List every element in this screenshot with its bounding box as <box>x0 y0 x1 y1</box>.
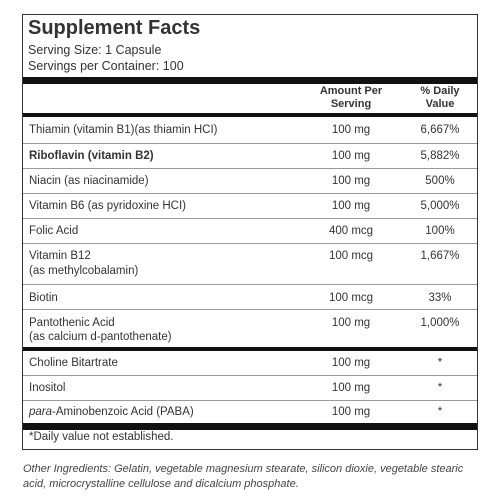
nutrient-amount: 100 mg <box>331 175 371 187</box>
serving-size: Serving Size: 1 Capsule <box>28 43 162 57</box>
nutrient-dv: 1,667% <box>420 250 460 262</box>
nutrient-dv: 5,000% <box>420 200 460 212</box>
nutrient-dv: 500% <box>425 175 455 187</box>
nutrient-name: Pantothenic Acid <box>29 317 115 329</box>
dv-header <box>403 85 477 111</box>
nutrient-dv: 6,667% <box>420 124 460 136</box>
nutrient-name: Choline Bitartrate <box>29 357 118 369</box>
nutrient-amount: 100 mg <box>331 150 371 162</box>
nutrient-name: Niacin (as niacinamide) <box>29 175 149 187</box>
table-row <box>23 219 477 243</box>
nutrient-amount: 100 mg <box>331 382 371 394</box>
amount-header-line2: Serving <box>330 98 372 110</box>
nutrient-name: Thiamin (vitamin B1)(as thiamin HCI) <box>29 124 218 136</box>
nutrient-name-italic-prefix: para <box>29 406 53 418</box>
nutrient-name: Vitamin B12 <box>29 250 91 262</box>
other-ingredients: Other Ingredients: Gelatin, vegetable magnesium stearate, silicon dioxie, vegetable stearic acid, microcrystalline cellulose and dicalcium phosphate. <box>23 463 464 490</box>
nutrient-amount: 100 mg <box>331 200 371 212</box>
table-row <box>23 244 477 284</box>
nutrient-amount: 100 mg <box>331 406 371 418</box>
table-row <box>23 401 477 423</box>
nutrient-amount: 400 mcg <box>328 225 374 237</box>
nutrient-amount: 100 mg <box>331 357 371 369</box>
table-row <box>23 144 477 168</box>
table-row <box>23 310 477 347</box>
dv-header-line1: % Daily <box>420 85 460 97</box>
panel-title: Supplement Facts <box>28 17 201 39</box>
dv-header-line2: Value <box>425 98 455 110</box>
nutrient-name-detail: (as calcium d-pantothenate) <box>29 331 172 343</box>
table-row <box>23 351 477 375</box>
amount-header <box>301 85 401 111</box>
nutrient-dv: * <box>437 406 443 418</box>
nutrient-name-detail: (as methylcobalamin) <box>29 265 139 277</box>
nutrient-amount: 100 mg <box>331 317 371 329</box>
nutrient-amount: 100 mg <box>331 124 371 136</box>
nutrient-dv: * <box>437 357 443 369</box>
nutrient-name: Riboflavin (vitamin B2) <box>29 150 154 162</box>
footnote: *Daily value not established. <box>29 431 174 443</box>
table-row <box>23 169 477 193</box>
nutrient-dv: 33% <box>428 292 452 304</box>
nutrient-name-rest: -Aminobenzoic Acid (PABA) <box>52 406 194 418</box>
nutrient-name: Vitamin B6 (as pyridoxine HCI) <box>29 200 187 212</box>
nutrient-amount: 100 mcg <box>328 292 374 304</box>
thick-divider-bottom <box>23 423 477 430</box>
nutrient-amount: 100 mcg <box>328 250 374 262</box>
nutrient-dv: 5,882% <box>420 150 460 162</box>
thick-divider-top <box>23 77 477 84</box>
table-row <box>23 194 477 218</box>
nutrient-name: Folic Acid <box>29 225 79 237</box>
nutrient-dv: 100% <box>425 225 455 237</box>
amount-header-line1: Amount Per <box>319 85 383 97</box>
supplement-facts-panel <box>22 14 478 450</box>
nutrient-dv: * <box>437 382 443 394</box>
nutrient-name: Inositol <box>29 382 66 394</box>
table-row <box>23 376 477 400</box>
nutrient-name <box>29 405 194 419</box>
table-row <box>23 285 477 309</box>
servings-per-container: Servings per Container: 100 <box>28 59 184 73</box>
nutrient-name: Biotin <box>29 292 58 304</box>
nutrient-dv: 1,000% <box>420 317 460 329</box>
table-row <box>23 117 477 143</box>
